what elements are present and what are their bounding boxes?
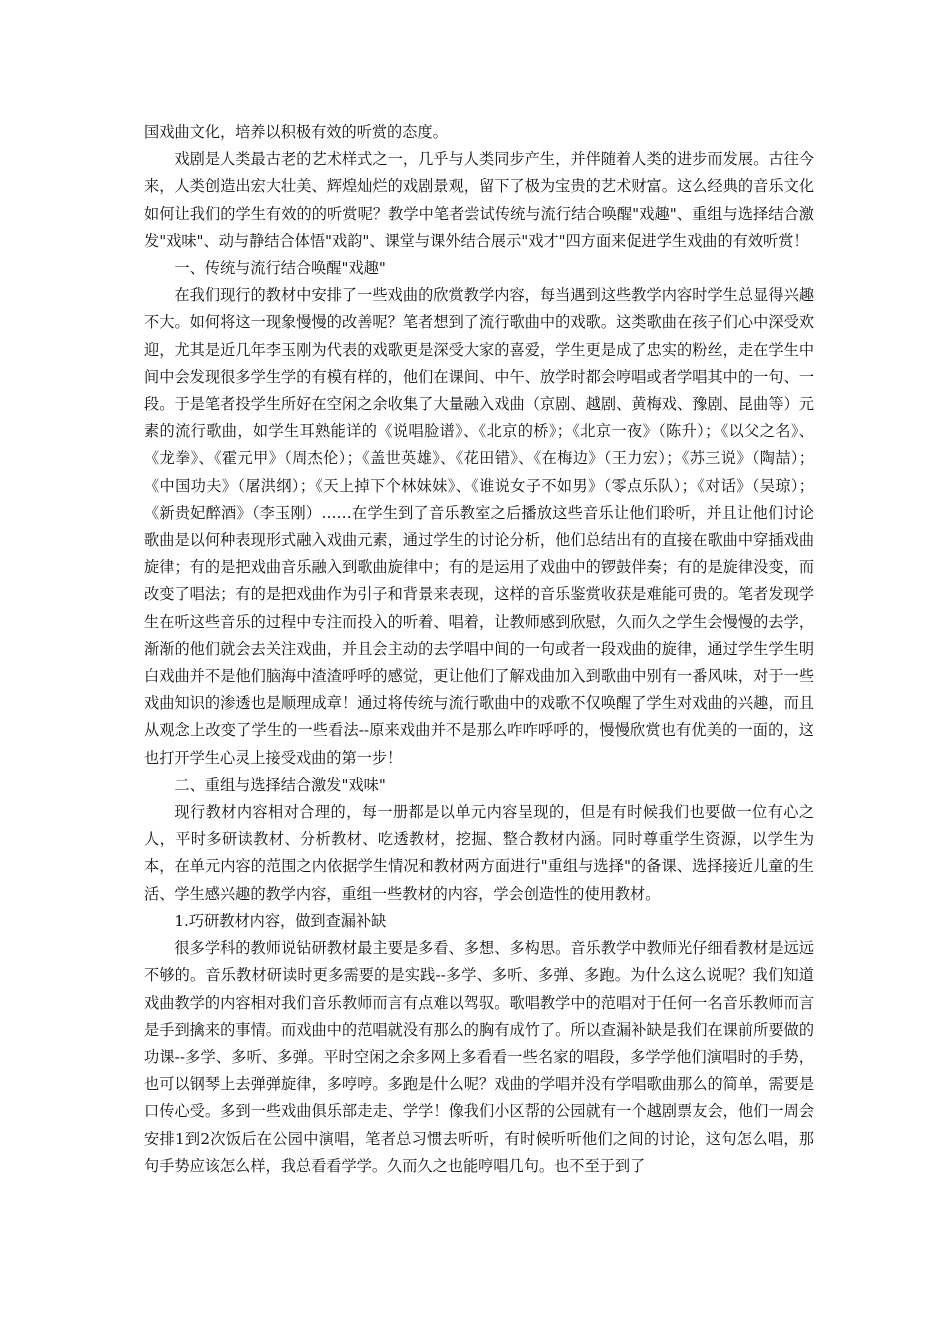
paragraph-intro: 戏剧是人类最古老的艺术样式之一，几乎与人类同步产生，并伴随着人类的进步而发展。古往今来，人类创造出宏大壮美、辉煌灿烂的戏剧景观，留下了极为宝贵的艺术财富。这么经典的音乐文化如何让我们的学生有效的的听赏呢？教学中笔者尝试传统与流行结合唤醒"戏趣"、重组与选择结合激发"戏味"、动与静结合体悟"戏韵"、课堂与课外结合展示"戏才"四方面来促进学生戏曲的有效听赏！ xyxy=(144,150,814,250)
paragraph-section-1: 在我们现行的教材中安排了一些戏曲的欣赏教学内容，每当遇到这些教学内容时学生总显得兴趣不大。如何将这一现象慢慢的改善呢？笔者想到了流行歌曲中的戏歌。这类歌曲在孩子们心中深受欢迎，尤其是近几年李玉刚为代表的戏歌更是深受大家的喜爱，学生更是成了忠实的粉丝，走在学生中间中会发现很多学生学的有模有样的，他们在课间、中午、放学时都会哼唱或者学唱其中的一句、一段。于是笔者投学生所好在空闲之余收集了大量融入戏曲（京剧、越剧、黄梅戏、豫剧、昆曲等）元素的流行歌曲，如学生耳熟能详的《说唱脸谱》、《北京的桥》；《北京一夜》（陈升）；《以父之名》、《龙拳》、《霍元甲》（周杰伦）；《盖世英雄》、《花田错》、《在梅边》（王力宏）；《苏三说》（陶喆）；《中国功夫》（屠洪纲）；《天上掉下个林妹妹》、《谁说女子不如男》（零点乐队）；《对话》（吴琼）；《新贵妃醉酒》（李玉刚）……在学生到了音乐教室之后播放这些音乐让他们聆听，并且让他们讨论歌曲是以何种表现形式融入戏曲元素，通过学生的讨论分析，他们总结出有的直接在歌曲中穿插戏曲旋律；有的是把戏曲音乐融入到歌曲旋律中；有的是运用了戏曲中的锣鼓伴奏；有的是旋律没变，而改变了唱法；有的是把戏曲作为引子和背景来表现，这样的音乐鉴赏收获是难能可贵的。笔者发现学生在听这些音乐的过程中专注而投入的听着、唱着，让教师感到欣慰，久而久之学生会慢慢的去学，渐渐的他们就会去关注戏曲，并且会主动的去学唱中间的一句或者一段戏曲的旋律，通过学生学生明白戏曲并不是他们脑海中渣渣呼呼的感觉，更让他们了解戏曲加入到歌曲中别有一番风味，对于一些戏曲知识的渗透也是顺理成章！通过将传统与流行歌曲中的戏歌不仅唤醒了学生对戏曲的兴趣，而且从观念上改变了学生的一些看法--原来戏曲并不是那么咋咋呼呼的，慢慢欣赏也有优美的一面的，这也打开学生心灵上接受戏曲的第一步！ xyxy=(144,286,814,767)
paragraph-continuation: 国戏曲文化，培养以积极有效的听赏的态度。 xyxy=(144,123,448,141)
document-page xyxy=(144,119,814,1180)
paragraph-section-2: 现行教材内容相对合理的，每一册都是以单元内容呈现的，但是有时候我们也要做一位有心之人，平时多研读教材、分析教材、吃透教材，挖掘、整合教材内涵。同时尊重学生资源，以学生为本，在单元内容的范围之内依据学生情况和教材两方面进行"重组与选择"的备课、选择接近儿童的生活、学生感兴趣的教学内容，重组一些教材的内容，学会创造性的使用教材。 xyxy=(144,803,814,903)
section-heading-2: 二、重组与选择结合激发"戏味" xyxy=(174,775,386,794)
paragraph-subsection-2-1: 很多学科的教师说钻研教材最主要是多看、多想、多构思。音乐教学中教师光仔细看教材是远远不够的。音乐教材研读时更多需要的是实践--多学、多听、多弹、多跑。为什么这么说呢？我们知道戏曲教学的内容相对我们音乐教师而言有点难以驾驭。歌唱教学中的范唱对于任何一名音乐教师而言是手到擒来的事情。而戏曲中的范唱就没有那么的胸有成竹了。所以查漏补缺是我们在课前所要做的功课--多学、多听、多弹。平时空闲之余多网上多看看一些名家的唱段，多学学他们演唱时的手势，也可以钢琴上去弹弹旋律，多哼哼。多跑是什么呢？戏曲的学唱并没有学唱歌曲那么的简单，需要是口传心受。多到一些戏曲俱乐部走走、学学！像我们小区帮的公园就有一个越剧票友会，他们一周会安排1到2次饭后在公园中演唱，笔者总习惯去听听，有时候听听他们之间的讨论，这句怎么唱，那句手势应该怎么样，我总看看学学。久而久之也能哼唱几句。也不至于到了 xyxy=(144,939,814,1175)
subsection-heading-2-1: 1.巧研教材内容，做到查漏补缺 xyxy=(174,911,387,930)
section-heading-1: 一、传统与流行结合唤醒"戏趣" xyxy=(174,259,386,278)
